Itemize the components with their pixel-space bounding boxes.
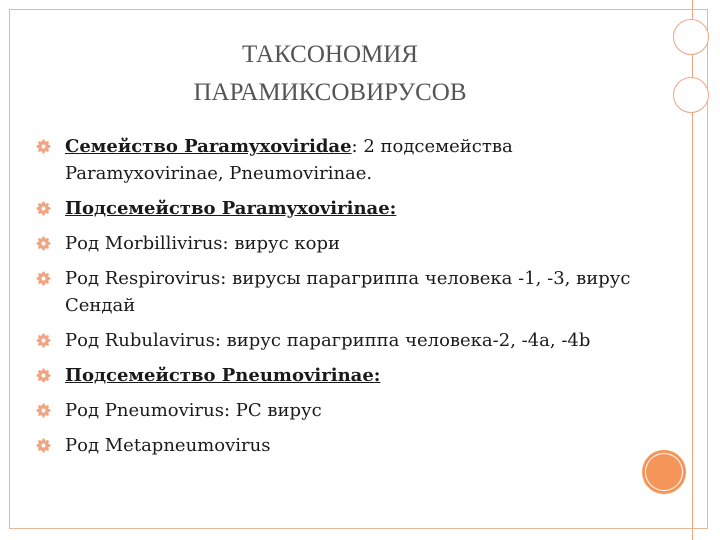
decorative-circle-middle (673, 77, 709, 113)
decorative-circle-orange (642, 450, 686, 494)
list-item (36, 195, 636, 222)
item-text: Род Respirovirus: вирусы парагриппа человека -1, -3, вирус Сендай (65, 268, 631, 316)
item-bold-text: Семейство Paramyxoviridae (65, 136, 352, 157)
slide-title (120, 36, 540, 112)
list-item (36, 265, 636, 319)
item-text: Род Rubulavirus: вирус парагриппа человека-2, -4a, -4b (65, 330, 591, 351)
list-item (36, 327, 636, 354)
flower-icon (36, 236, 51, 251)
flower-icon (36, 368, 51, 383)
list-item (36, 230, 636, 257)
item-text: : 2 подсемейства Paramyxovirinae, Pneumovirinae. (65, 136, 513, 184)
item-text: Род Pneumovirus: РС вирус (65, 400, 322, 421)
flower-icon (36, 139, 51, 154)
decorative-circle-ring (645, 453, 683, 491)
list-item (36, 133, 636, 187)
title-line-2: ПАРАМИКСОВИРУСОВ (193, 79, 467, 106)
item-text: Род Morbillivirus: вирус кори (65, 233, 340, 254)
decorative-circle-top (673, 19, 709, 55)
item-bold-text: Подсемейство Pneumovirinae: (65, 365, 381, 386)
item-bold-text: Подсемейство Paramyxovirinae: (65, 198, 397, 219)
flower-icon (36, 201, 51, 216)
item-text: Род Metapneumovirus (65, 435, 271, 456)
list-item (36, 397, 636, 424)
flower-icon (36, 403, 51, 418)
list-item (36, 432, 636, 459)
bullet-list (36, 133, 636, 467)
title-line-1: ТАКСОНОМИЯ (242, 41, 418, 68)
flower-icon (36, 271, 51, 286)
flower-icon (36, 333, 51, 348)
list-item (36, 362, 636, 389)
flower-icon (36, 438, 51, 453)
